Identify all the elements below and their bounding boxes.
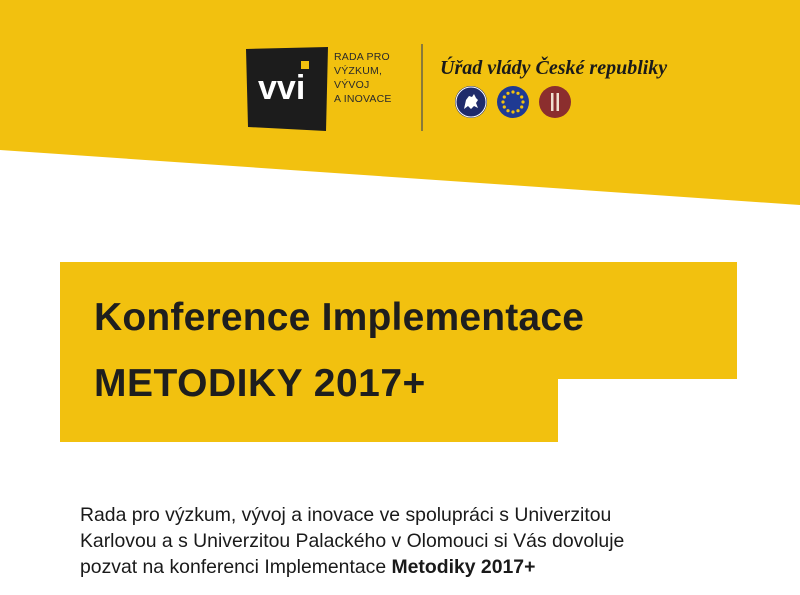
svg-text:vvi: vvi — [258, 69, 306, 107]
logo-text — [334, 50, 414, 106]
pillars-emblem-icon — [539, 86, 571, 118]
lion-emblem-icon — [455, 86, 487, 118]
title-line-2: METODIKY 2017+ — [94, 362, 426, 405]
title-line-1: Konference Implementace — [94, 296, 585, 339]
rvvi-logo — [246, 47, 406, 132]
invitation-line-3-text: pozvat na konferenci Implementace — [80, 556, 392, 578]
invitation-line-3 — [80, 554, 780, 580]
logo-line: VÝVOJ — [334, 79, 370, 91]
invitation-line-2: Karlovou a s Univerzitou Palackého v Olomouci si Vás dovoluje — [80, 530, 625, 552]
header-divider — [421, 44, 423, 131]
invitation-line-1: Rada pro výzkum, vývoj a inovace ve spolupráci s Univerzitou — [80, 504, 612, 526]
title-box — [60, 262, 737, 442]
invitation-text — [80, 502, 780, 580]
logo-line: RADA PRO — [334, 51, 390, 63]
rvvi-logo-icon — [246, 47, 330, 131]
government-name: Úřad vlády České republiky — [440, 57, 668, 79]
logo-line: VÝZKUM, — [334, 65, 383, 77]
eu-stars-emblem-icon — [497, 86, 529, 118]
logo-line: A INOVACE — [334, 93, 392, 105]
invitation-emphasis: Metodiky 2017+ — [391, 556, 536, 578]
